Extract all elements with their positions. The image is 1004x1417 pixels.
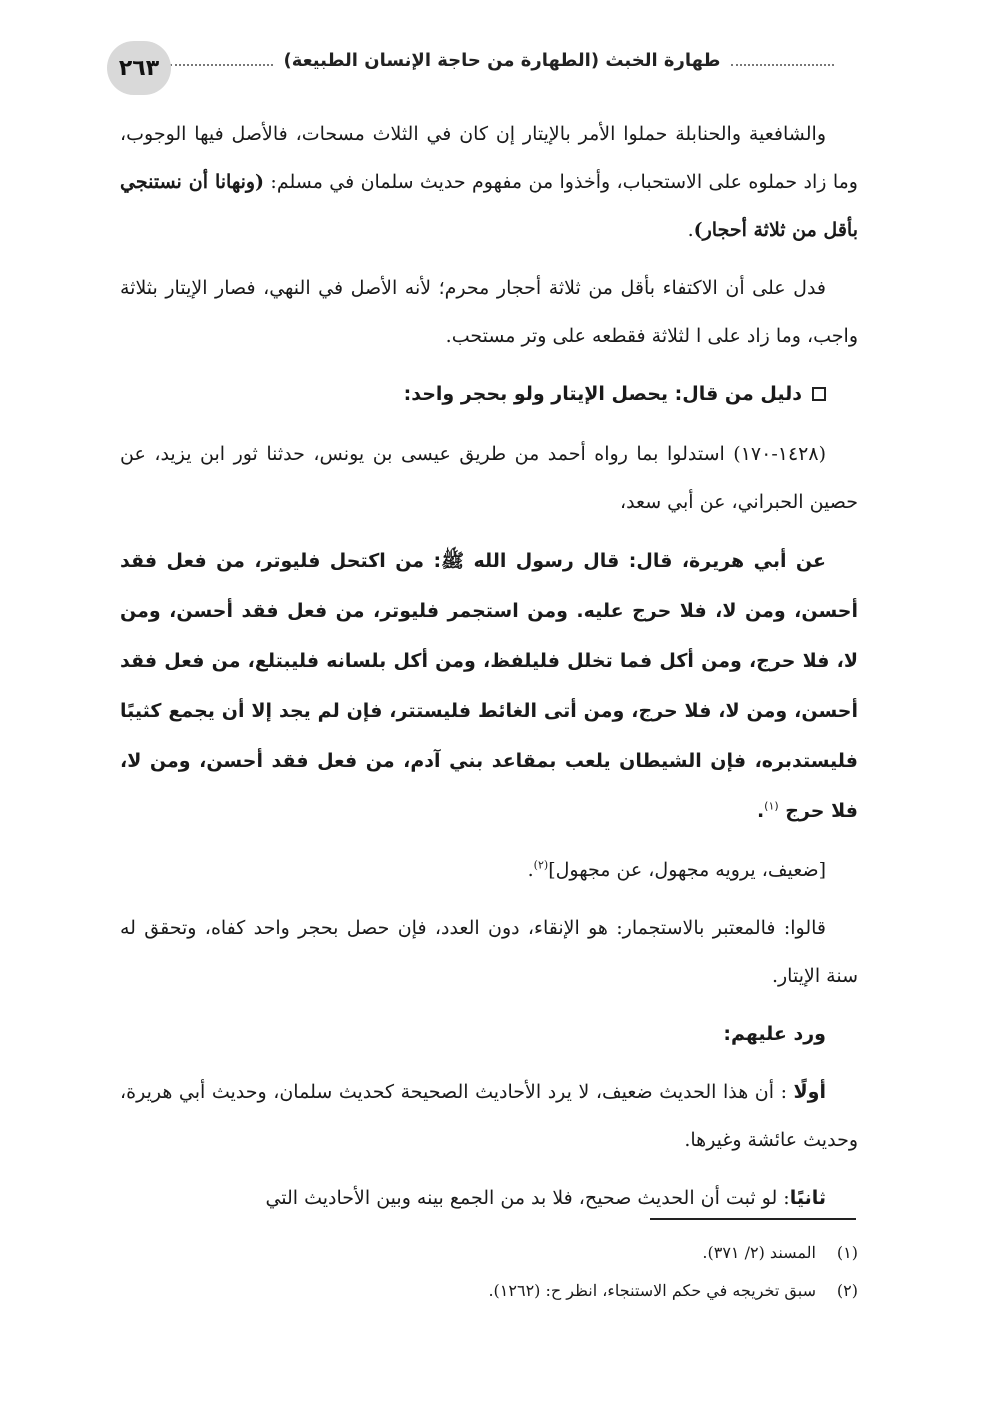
footnotes [300,1234,858,1310]
footnote-2-text: سبق تخريجه في حكم الاستنجاء، انظر ح: (١٢٦٢). [488,1281,816,1300]
header-dots-right [731,56,835,66]
footnote-ref-1[interactable]: (١) [764,799,779,813]
second-reply-text: : لو ثبت أن الحديث صحيح، فلا بد من الجمع بينه وبين الأحاديث التي [265,1187,790,1209]
running-title: طهارة الخبث (الطهارة من حاجة الإنسان الطبيعة) [283,50,721,71]
main-text [120,110,858,1232]
grading [120,846,858,894]
grading-text: [ضعيف، يرويه مجهول، عن مجهول] [548,859,826,881]
hadith-text [120,536,858,836]
grading-end: . [527,859,534,881]
square-bullet-icon [812,387,826,401]
paragraph-2: فدل على أن الاكتفاء بأقل من ثلاثة أحجار محرم؛ لأنه الأصل في النهي، فصار الإيتار بثلاثة واجب، وما زاد على ا لثلاثة فقطعه على وتر مستحب. [120,277,858,347]
footnote-2-number: (٢) [836,1281,858,1300]
hadith-quote-salman: (ونهانا أن نستنجي بأقل من ثلاثة أحجار) [120,171,858,241]
hadith-end: . [756,800,765,822]
footnote-1-text: المسند (٢/ ٣٧١). [702,1243,816,1262]
footnote-ref-2[interactable]: (٢) [533,858,549,872]
first-reply-text: : أن هذا الحديث ضعيف، لا يرد الأحاديث الصحيحة كحديث سلمان، وحديث أبي هريرة، وحديث عائشة وغيرها. [120,1081,858,1151]
footnote-1-number: (١) [836,1243,858,1262]
running-header [160,50,844,71]
section-heading-text: دليل من قال: يحصل الإيتار ولو بحجر واحد: [403,383,802,405]
page-number: ٢٦٣ [107,41,171,95]
hadith-body: عن أبي هريرة، قال: قال رسول الله ﷺ: من اكتحل فليوتر، من فعل فقد أحسن، ومن لا، فلا حرج عليه. ومن استجمر فليوتر، من فعل فقد أحسن، ومن لا، فلا حرج، ومن أكل فما تخلل فليلفظ، ومن أكل بلسانه فليبتلع، من فعل فقد أحسن، ومن لا، فلا حرج، ومن أتى الغائط فليستتر، فإن لم يجد إلا أن يجمع كثيبًا فليستدبره، فإن الشيطان يلعب بمقاعد بني آدم، من فعل فقد أحسن، ومن لا، فلا حرج [120,550,858,822]
paragraph-4: قالوا: فالمعتبر بالاستجمار: هو الإنقاء، دون العدد، فإن حصل بحجر واحد كفاه، وتحقق له سنة الإيتار. [120,917,858,987]
first-reply [120,1068,858,1164]
second-reply-lead: ثانيًا [789,1187,826,1209]
second-reply [120,1174,858,1222]
reply-heading: ورد عليهم: [723,1023,826,1045]
paragraph-1-text: والشافعية والحنابلة حملوا الأمر بالإيتار إن كان في الثلاث مسحات، فالأصل فيها الوجوب، وما زاد حملوه على الاستحباب، وأخذوا من مفهوم حديث سلمان في مسلم: [120,123,858,193]
footnote-2 [300,1272,858,1310]
paragraph-3: (١٤٢٨-١٧٠) استدلوا بما رواه أحمد من طريق عيسى بن يونس، حدثنا ثور ابن يزيد، عن حصين الحبراني، عن أبي سعد، [120,443,858,513]
first-reply-lead: أولًا [793,1081,826,1103]
footnote-1 [300,1234,858,1272]
paragraph-1-end: . [687,219,694,241]
footnote-divider [650,1218,856,1220]
paragraph-1 [120,110,858,254]
section-heading [120,370,858,418]
header-dots-left [170,56,274,66]
